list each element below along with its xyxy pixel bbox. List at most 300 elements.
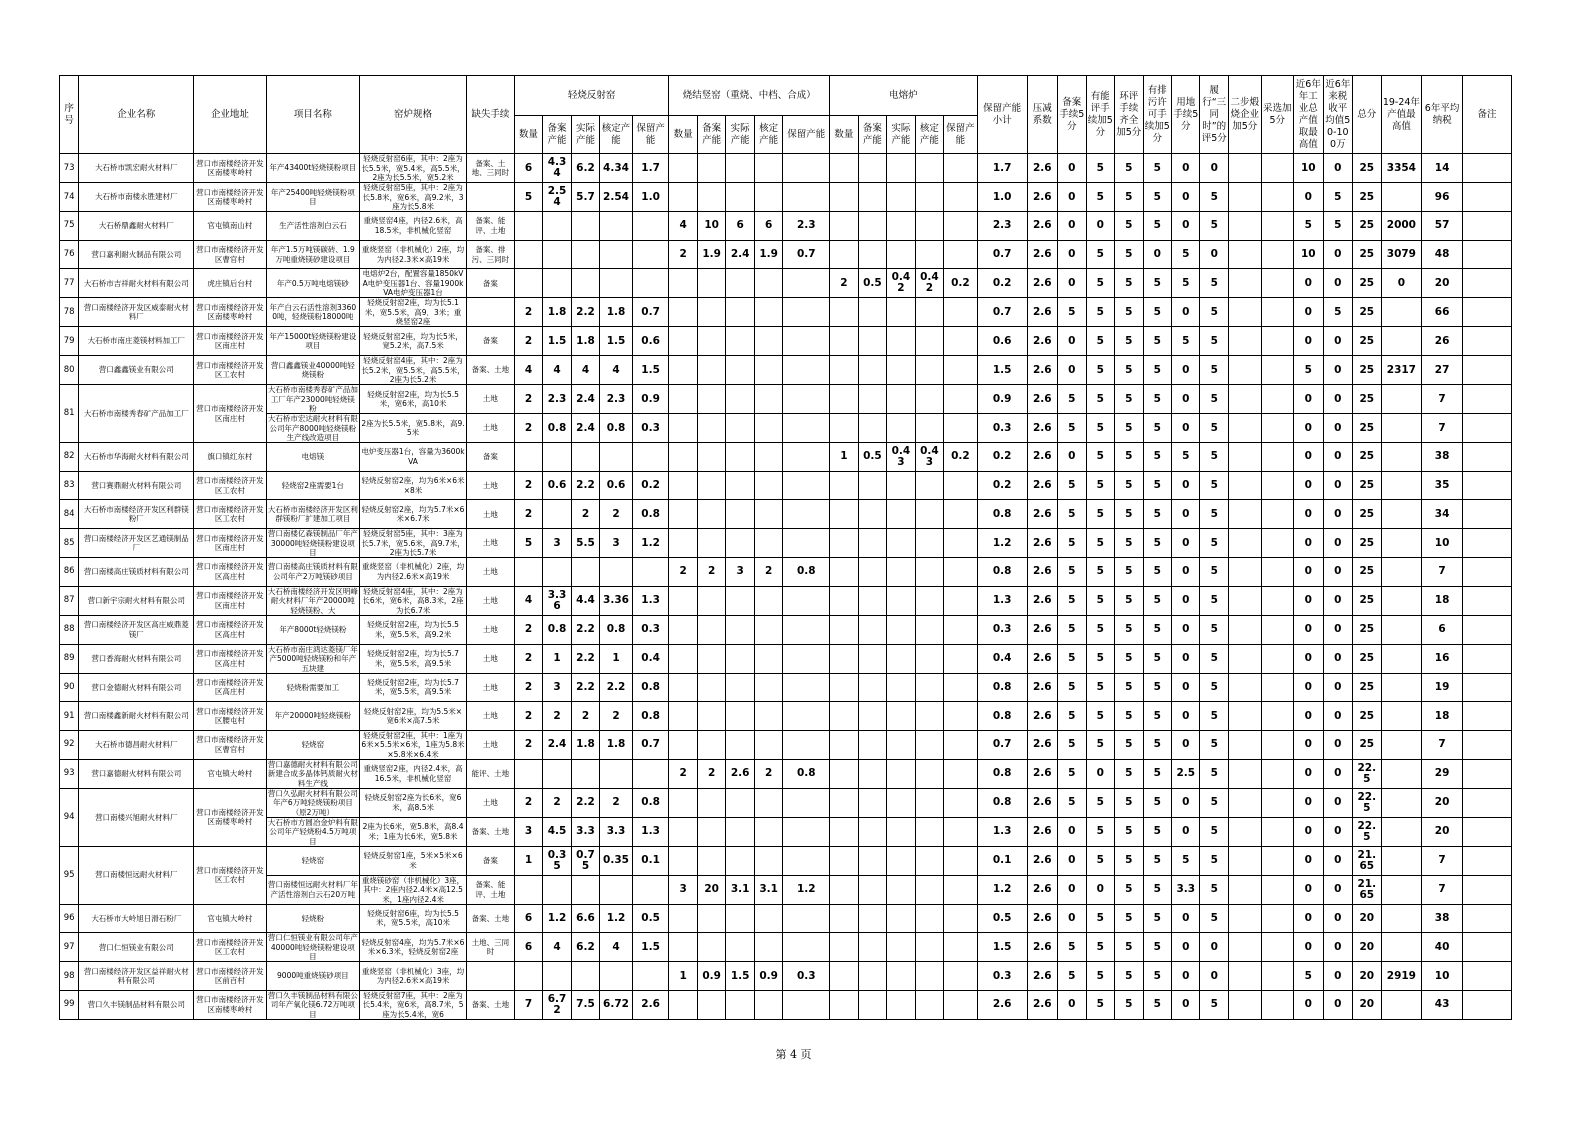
cell-lk-retained: 0.8 — [632, 673, 669, 702]
cell-sk-actual — [726, 183, 754, 212]
cell-s-two — [1228, 356, 1261, 385]
cell-lk-approved: 0.35 — [600, 846, 633, 875]
cell-s-energy: 5 — [1086, 269, 1114, 298]
table-row — [60, 529, 1512, 558]
cell-project: 电熔镁 — [266, 443, 360, 472]
cell-af-n — [830, 529, 858, 558]
cell-lk-retained — [632, 269, 669, 298]
cell-subtotal: 0.3 — [977, 962, 1027, 991]
cell-s-filing: 5 — [1058, 529, 1086, 558]
cell-sk-retained — [783, 615, 830, 644]
cell-lk-filed — [543, 875, 571, 904]
cell-subtotal: 0.7 — [977, 730, 1027, 759]
cell-af-approved — [915, 702, 943, 731]
cell-seq: 74 — [60, 183, 79, 212]
cell-s-pollution: 5 — [1143, 414, 1171, 443]
cell-s-env: 5 — [1115, 558, 1143, 587]
cell-af-filed — [858, 730, 886, 759]
cell-avg-tax: 18 — [1422, 586, 1463, 615]
cell-af-approved — [915, 298, 943, 327]
cell-seq: 87 — [60, 586, 79, 615]
cell-lk-n: 2 — [514, 702, 542, 731]
cell-s-three: 5 — [1200, 414, 1228, 443]
cell-s-three: 5 — [1200, 904, 1228, 933]
cell-s-mining — [1261, 846, 1294, 875]
cell-af-filed — [858, 788, 886, 817]
cell-project: 营口仁恒镁业有限公司年产40000吨轻烧镁粉建设项目 — [267, 933, 358, 962]
cell-remark — [1462, 500, 1511, 529]
cell-af-filed — [858, 327, 886, 356]
cell-sk-filed — [697, 443, 725, 472]
cell-af-filed — [858, 385, 886, 414]
cell-max-output — [1381, 933, 1422, 962]
cell-company: 大石桥市吉祥耐火材料有限公司 — [79, 269, 194, 298]
cell-sk-actual: 2.4 — [726, 240, 754, 269]
cell-max-output: 3354 — [1381, 154, 1422, 183]
table-row — [60, 269, 1512, 298]
cell-s-energy: 0 — [1086, 875, 1114, 904]
cell-s-output: 0 — [1294, 443, 1324, 472]
cell-seq: 86 — [60, 558, 79, 587]
cell-s-energy: 5 — [1086, 529, 1114, 558]
cell-af-actual — [887, 327, 915, 356]
cell-sk-approved — [754, 529, 782, 558]
cell-subtotal: 0.8 — [977, 788, 1027, 817]
cell-sk-retained — [783, 990, 830, 1019]
cell-s-land: 0 — [1172, 904, 1200, 933]
cell-address: 营口市南楼经济开发区南庄村 — [194, 586, 266, 615]
cell-subtotal: 0.5 — [977, 904, 1027, 933]
cell-missing: 备案 — [466, 846, 514, 875]
cell-af-retained — [944, 586, 978, 615]
cell-project: 9000吨重烧镁砂项目 — [266, 962, 360, 991]
cell-address: 营口市南楼经济开发区南庄村 — [194, 327, 266, 356]
cell-sk-actual — [726, 385, 754, 414]
cell-lk-approved: 0.8 — [600, 615, 633, 644]
cell-lk-retained: 1.3 — [632, 817, 669, 846]
table-row — [60, 730, 1512, 759]
cell-s-mining — [1261, 962, 1294, 991]
cell-s-env: 5 — [1115, 154, 1143, 183]
cell-s-energy: 5 — [1086, 904, 1114, 933]
cell-s-land: 5 — [1172, 269, 1200, 298]
cell-project: 营口南楼恒远耐火材料厂年产活性溶剂白云石20万吨 — [266, 875, 360, 904]
cell-af-actual — [887, 414, 915, 443]
cell-s-env: 5 — [1115, 615, 1143, 644]
cell-subtotal: 1.2 — [977, 875, 1027, 904]
cell-af-retained — [944, 298, 978, 327]
cell-s-filing: 0 — [1058, 846, 1086, 875]
cell-sk-retained — [783, 298, 830, 327]
cell-seq: 97 — [60, 933, 79, 962]
cell-af-n: 2 — [830, 269, 858, 298]
cell-af-filed — [858, 933, 886, 962]
cell-subtotal: 0.7 — [977, 298, 1027, 327]
cell-s-output: 0 — [1294, 817, 1324, 846]
cell-coef: 2.6 — [1027, 702, 1058, 731]
cell-s-tax: 0 — [1323, 500, 1353, 529]
cell-s-env: 5 — [1115, 730, 1143, 759]
cell-s-three: 5 — [1200, 269, 1228, 298]
cell-s-mining — [1261, 500, 1294, 529]
cell-missing: 土地 — [466, 788, 514, 817]
cell-s-output: 5 — [1294, 962, 1324, 991]
cell-max-output — [1381, 385, 1422, 414]
cell-s-env: 5 — [1115, 904, 1143, 933]
cell-address: 营口市南楼经济开发区南楼枣岭村 — [194, 298, 266, 327]
cell-seq: 91 — [60, 702, 79, 731]
cell-avg-tax: 7 — [1422, 846, 1463, 875]
cell-sk-retained — [783, 788, 830, 817]
cell-s-mining — [1261, 904, 1294, 933]
cell-s-tax: 0 — [1323, 240, 1353, 269]
cell-max-output: 2919 — [1381, 962, 1422, 991]
cell-spec: 轻烧反射窑2座，均为5.7米×6米×6.7米 — [360, 500, 467, 529]
cell-af-n — [830, 644, 858, 673]
cell-s-env: 5 — [1115, 356, 1143, 385]
cell-lk-filed: 1.8 — [543, 298, 571, 327]
cell-lk-filed: 2.4 — [543, 730, 571, 759]
cell-s-output: 0 — [1294, 586, 1324, 615]
cell-s-tax: 0 — [1323, 154, 1353, 183]
cell-sk-n: 3 — [669, 875, 697, 904]
cell-seq: 88 — [60, 615, 79, 644]
cell-s-output: 0 — [1294, 673, 1324, 702]
cell-subtotal: 0.2 — [977, 471, 1027, 500]
cell-s-energy: 5 — [1086, 443, 1114, 472]
table-row — [60, 586, 1512, 615]
cell-spec: 重烧竖窑（非机械化）2座，均为内径2.6米×高19米 — [360, 558, 467, 587]
cell-sk-approved: 2 — [754, 558, 782, 587]
cell-af-filed — [858, 962, 886, 991]
cell-project: 营口久弘耐火材料有限公司年产6万吨轻烧镁粉项目（原2万吨） — [267, 788, 358, 817]
header-energy-score: 有能评手续加5分 — [1086, 76, 1114, 154]
cell-s-two — [1228, 298, 1261, 327]
table-row — [60, 414, 1512, 443]
table-row — [60, 904, 1512, 933]
cell-max-output — [1381, 673, 1422, 702]
cell-s-env: 5 — [1115, 817, 1143, 846]
cell-s-filing: 5 — [1058, 962, 1086, 991]
cell-lk-retained: 0.8 — [632, 500, 669, 529]
cell-missing: 备案、能评、土地 — [466, 875, 514, 904]
cell-missing: 土地 — [466, 730, 514, 759]
cell-sk-actual — [726, 702, 754, 731]
cell-lk-n: 5 — [514, 183, 542, 212]
cell-max-output — [1381, 730, 1422, 759]
cell-lk-filed: 1.5 — [543, 327, 571, 356]
cell-af-n — [830, 356, 858, 385]
cell-af-actual — [887, 730, 915, 759]
table-row — [60, 298, 1512, 327]
cell-s-env: 5 — [1115, 500, 1143, 529]
cell-total: 25 — [1353, 615, 1381, 644]
cell-sk-n — [669, 500, 697, 529]
cell-spec: 2座为长6米，宽5.8米，高8.4米；1座为长6米，宽5.8米 — [360, 817, 467, 846]
cell-sk-filed — [697, 673, 725, 702]
cell-af-retained: 0.2 — [944, 269, 978, 298]
cell-s-land: 0 — [1172, 730, 1200, 759]
cell-lk-n: 4 — [514, 586, 542, 615]
cell-spec: 轻烧反射窑5座，其中：2座为长5.8米，宽6米，高9.2米，3座为长5.8米 — [360, 183, 467, 212]
cell-s-two — [1228, 730, 1261, 759]
cell-s-land: 0 — [1172, 933, 1200, 962]
cell-project: 年产25400吨轻烧镁粉项目 — [266, 183, 360, 212]
cell-sk-retained — [783, 471, 830, 500]
cell-lk-approved: 6.72 — [600, 990, 633, 1019]
cell-af-filed — [858, 471, 886, 500]
cell-s-output: 0 — [1294, 327, 1324, 356]
cell-s-filing: 5 — [1058, 615, 1086, 644]
cell-s-mining — [1261, 673, 1294, 702]
cell-lk-actual: 3.3 — [571, 817, 599, 846]
cell-af-n — [830, 385, 858, 414]
cell-af-retained — [944, 240, 978, 269]
cell-remark — [1462, 471, 1511, 500]
cell-avg-tax: 57 — [1422, 212, 1463, 241]
cell-remark — [1462, 212, 1511, 241]
cell-coef: 2.6 — [1027, 240, 1058, 269]
cell-remark — [1462, 730, 1511, 759]
cell-s-output: 0 — [1294, 615, 1324, 644]
cell-lk-filed: 6.72 — [543, 990, 571, 1019]
cell-max-output — [1381, 558, 1422, 587]
cell-lk-n — [514, 759, 542, 788]
cell-af-retained — [944, 673, 978, 702]
cell-total: 25 — [1353, 154, 1381, 183]
cell-s-mining — [1261, 933, 1294, 962]
cell-s-output: 0 — [1294, 875, 1324, 904]
cell-project: 年产8000t轻烧镁粉 — [266, 615, 360, 644]
header-sk-actual: 实际产能 — [726, 116, 754, 154]
cell-company: 大石桥市南楼秀春矿产品加工厂 — [79, 385, 194, 443]
cell-s-env: 5 — [1115, 183, 1143, 212]
cell-s-land: 0 — [1172, 529, 1200, 558]
cell-s-three: 5 — [1200, 730, 1228, 759]
cell-sk-approved — [754, 788, 782, 817]
enterprise-score-table — [59, 75, 1512, 1020]
cell-lk-filed: 4 — [543, 933, 571, 962]
cell-coef: 2.6 — [1027, 298, 1058, 327]
cell-lk-actual: 2.2 — [571, 644, 599, 673]
cell-sk-approved — [754, 154, 782, 183]
cell-af-retained — [944, 615, 978, 644]
cell-lk-n: 1 — [514, 846, 542, 875]
cell-sk-approved — [754, 183, 782, 212]
cell-af-n — [830, 586, 858, 615]
cell-sk-actual — [726, 586, 754, 615]
cell-lk-retained: 0.2 — [632, 471, 669, 500]
cell-lk-filed — [543, 212, 571, 241]
cell-sk-filed: 10 — [697, 212, 725, 241]
header-af-retained: 保留产能 — [944, 116, 978, 154]
cell-sk-filed — [697, 183, 725, 212]
cell-project: 大石桥市南庄鸿达菱镁厂年产5000吨轻烧镁粉和年产五块建 — [267, 644, 358, 673]
cell-total: 25 — [1353, 183, 1381, 212]
cell-project: 大石桥市方圆冶金炉料有限公司年产轻烧粉4.5万吨项目 — [267, 817, 358, 846]
cell-seq: 94 — [60, 788, 79, 846]
cell-s-energy: 5 — [1086, 414, 1114, 443]
cell-sk-n — [669, 702, 697, 731]
cell-sk-n — [669, 298, 697, 327]
cell-subtotal: 1.2 — [977, 529, 1027, 558]
cell-total: 25 — [1353, 730, 1381, 759]
cell-missing — [466, 962, 514, 991]
cell-s-two — [1228, 904, 1261, 933]
cell-s-two — [1228, 875, 1261, 904]
cell-af-actual — [887, 615, 915, 644]
cell-lk-filed: 1 — [543, 644, 571, 673]
cell-s-mining — [1261, 730, 1294, 759]
cell-s-output: 10 — [1294, 154, 1324, 183]
cell-s-tax: 0 — [1323, 414, 1353, 443]
cell-seq: 79 — [60, 327, 79, 356]
cell-af-retained — [944, 356, 978, 385]
cell-sk-retained — [783, 356, 830, 385]
cell-s-tax: 0 — [1323, 904, 1353, 933]
cell-lk-approved: 0.8 — [600, 414, 633, 443]
cell-af-approved — [915, 817, 943, 846]
cell-af-n — [830, 212, 858, 241]
cell-lk-n: 4 — [514, 356, 542, 385]
cell-lk-retained: 0.3 — [632, 414, 669, 443]
cell-spec: 轻烧反射窑2座，均为5.5米×宽6米×高7.5米 — [360, 702, 467, 731]
cell-sk-actual — [726, 730, 754, 759]
cell-lk-retained — [632, 443, 669, 472]
cell-lk-filed — [543, 500, 571, 529]
cell-s-energy: 5 — [1086, 298, 1114, 327]
cell-avg-tax: 7 — [1422, 414, 1463, 443]
table-row — [60, 356, 1512, 385]
cell-subtotal: 1.3 — [977, 817, 1027, 846]
cell-address: 旗口镇红东村 — [194, 443, 266, 472]
cell-af-actual — [887, 154, 915, 183]
cell-s-pollution: 5 — [1143, 615, 1171, 644]
cell-lk-retained: 0.7 — [632, 730, 669, 759]
cell-lk-n: 2 — [514, 615, 542, 644]
cell-avg-tax: 7 — [1422, 385, 1463, 414]
cell-max-output — [1381, 846, 1422, 875]
cell-s-filing: 0 — [1058, 327, 1086, 356]
cell-max-output — [1381, 471, 1422, 500]
cell-af-filed — [858, 990, 886, 1019]
cell-s-energy: 5 — [1086, 500, 1114, 529]
cell-max-output — [1381, 298, 1422, 327]
cell-lk-retained: 1.5 — [632, 356, 669, 385]
cell-project: 大石桥市宏达耐火材料有限公司年产8000吨轻烧镁粉生产线改造项目 — [267, 414, 358, 443]
cell-af-actual — [887, 240, 915, 269]
cell-company: 营口久丰镁制品材料有限公司 — [79, 990, 194, 1019]
cell-coef: 2.6 — [1027, 558, 1058, 587]
cell-address: 营口市南楼经济开发区南楼枣岭村 — [194, 154, 266, 183]
cell-s-filing: 0 — [1058, 356, 1086, 385]
cell-s-output: 5 — [1294, 212, 1324, 241]
cell-sk-n: 2 — [669, 240, 697, 269]
cell-s-three: 5 — [1200, 615, 1228, 644]
header-three-sim-score: 履行“三同时”的评5分 — [1200, 76, 1228, 154]
cell-s-land: 0 — [1172, 788, 1200, 817]
cell-lk-actual: 2.2 — [571, 615, 599, 644]
cell-s-three: 5 — [1200, 385, 1228, 414]
cell-af-n — [830, 875, 858, 904]
cell-s-two — [1228, 414, 1261, 443]
cell-missing — [466, 298, 514, 327]
cell-s-filing: 5 — [1058, 702, 1086, 731]
cell-sk-n — [669, 414, 697, 443]
cell-s-three: 5 — [1200, 529, 1228, 558]
cell-s-filing: 0 — [1058, 443, 1086, 472]
cell-subtotal: 0.1 — [977, 846, 1027, 875]
cell-s-mining — [1261, 875, 1294, 904]
cell-s-two — [1228, 529, 1261, 558]
cell-s-pollution: 5 — [1143, 990, 1171, 1019]
cell-seq: 83 — [60, 471, 79, 500]
cell-sk-retained — [783, 269, 830, 298]
cell-s-mining — [1261, 154, 1294, 183]
cell-remark — [1462, 414, 1511, 443]
cell-sk-n — [669, 644, 697, 673]
cell-lk-approved: 1.5 — [600, 327, 633, 356]
cell-lk-filed: 0.8 — [543, 615, 571, 644]
cell-lk-approved: 2.2 — [600, 673, 633, 702]
cell-address: 营口市南楼经济开发区南庄村 — [194, 385, 266, 443]
cell-sk-filed — [697, 904, 725, 933]
cell-af-n — [830, 846, 858, 875]
cell-s-env: 5 — [1115, 414, 1143, 443]
cell-sk-approved — [754, 673, 782, 702]
cell-sk-approved — [754, 644, 782, 673]
cell-af-filed — [858, 759, 886, 788]
cell-s-mining — [1261, 414, 1294, 443]
cell-sk-filed — [697, 500, 725, 529]
cell-af-approved — [915, 875, 943, 904]
cell-remark — [1462, 644, 1511, 673]
cell-s-tax: 0 — [1323, 529, 1353, 558]
cell-remark — [1462, 933, 1511, 962]
cell-lk-actual: 1.8 — [571, 327, 599, 356]
cell-af-filed — [858, 414, 886, 443]
cell-sk-filed — [697, 356, 725, 385]
cell-s-three: 5 — [1200, 673, 1228, 702]
cell-max-output: 0 — [1381, 269, 1422, 298]
cell-seq: 77 — [60, 269, 79, 298]
cell-seq: 98 — [60, 962, 79, 991]
cell-s-pollution: 5 — [1143, 702, 1171, 731]
cell-coef: 2.6 — [1027, 644, 1058, 673]
cell-sk-actual — [726, 904, 754, 933]
cell-s-pollution: 5 — [1143, 788, 1171, 817]
cell-s-land: 0 — [1172, 962, 1200, 991]
cell-s-energy: 5 — [1086, 817, 1114, 846]
cell-sk-filed — [697, 933, 725, 962]
cell-remark — [1462, 298, 1511, 327]
cell-s-energy: 5 — [1086, 558, 1114, 587]
cell-s-mining — [1261, 615, 1294, 644]
cell-coef: 2.6 — [1027, 327, 1058, 356]
cell-sk-n: 2 — [669, 558, 697, 587]
cell-s-filing: 5 — [1058, 414, 1086, 443]
cell-lk-approved — [600, 212, 633, 241]
cell-af-approved — [915, 759, 943, 788]
cell-coef: 2.6 — [1027, 788, 1058, 817]
cell-coef: 2.6 — [1027, 846, 1058, 875]
cell-af-retained — [944, 933, 978, 962]
cell-max-output — [1381, 759, 1422, 788]
cell-s-three: 5 — [1200, 500, 1228, 529]
cell-avg-tax: 19 — [1422, 673, 1463, 702]
cell-af-actual: 0.42 — [887, 269, 915, 298]
cell-total: 25 — [1353, 471, 1381, 500]
